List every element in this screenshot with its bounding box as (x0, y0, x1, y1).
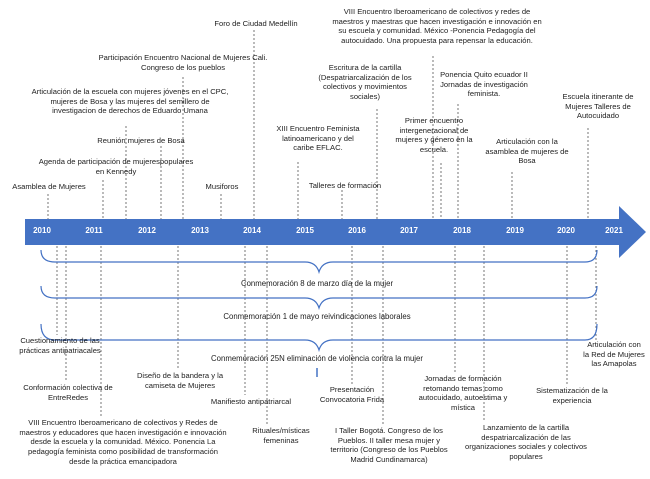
event-red-amapolas: Articulación con la Red de Mujeres las Amapolas (583, 340, 645, 369)
year-label: 2012 (138, 226, 156, 235)
event-ponencia-quito: Ponencia Quito ecuador II Jornadas de investigación feminista. (440, 70, 528, 99)
event-entreredes: Conformación colectiva de EntreRedes (23, 383, 113, 402)
year-label: 2011 (85, 226, 103, 235)
year-label: 2021 (605, 226, 623, 235)
event-encuentro-iberoamericano: VIII Encuentro Iberoamericano de colectivos y Redes de maestros y educadores que hacen investigación e innovación desde la escuela y la comunidad. México. Ponencia La pedagogía feminista como posibilidad de transformación desde la práctica emancipadora (19, 418, 227, 466)
event-escritura-cartilla: Escritura de la cartilla (Despatriarcalización de los colectivos y movimientos sociales) (318, 63, 412, 102)
event-eflac: XIII Encuentro Feminista latinoamericano y del caribe EFLAC. (276, 124, 360, 153)
band-25n: Conmemoración 25N eliminación de violencia contra la mujer (211, 354, 423, 363)
event-taller-bogota: I Taller Bogotá. Congreso de los Pueblos. II taller mesa mujer y territorio (Congreso de los Pueblos Madrid Cundinamarca) (330, 426, 448, 465)
event-encuentro-intergeneracional: Primer encuentro intergeneracional de mujeres y género en la escuela. (395, 116, 473, 155)
band-1-mayo: Conmemoración 1 de mayo reivindicaciones laborales (223, 312, 411, 321)
event-encuentro-cali: Participación Encuentro Nacional de Mujeres Cali. Congreso de los pueblos (98, 53, 268, 72)
event-jornadas-formacion: Jornadas de formación retomando temas como autocuidado, autoestima y mística (418, 374, 508, 413)
event-musiforos: Musiforos (205, 182, 239, 191)
year-label: 2015 (296, 226, 314, 235)
year-label: 2014 (243, 226, 261, 235)
event-rituales: Rituales/místicas femeninas (252, 426, 310, 445)
year-label: 2020 (557, 226, 575, 235)
year-label: 2018 (453, 226, 471, 235)
event-asamblea-mujeres: Asamblea de Mujeres (12, 182, 86, 191)
event-encuentro-mexico: VIII Encuentro Iberoamericano de colectivos y redes de maestros y maestras que hacen investigación e innovación en su escuela y comunidad. México -Ponencia Pedagogía del autocuidado. Una propuesta para repensar la educación. (332, 7, 542, 46)
event-talleres-formacion: Talleres de formación (308, 181, 382, 190)
year-label: 2010 (33, 226, 51, 235)
event-convocatoria-frida: Presentación Convocatoria Frida (319, 385, 385, 404)
event-reunion-bosa: Reunión mujeres de Bosa (97, 136, 185, 145)
event-bandera-camiseta: Diseño de la bandera y la camiseta de Mujeres (136, 371, 224, 390)
timeline-arrow (25, 206, 646, 258)
year-label: 2016 (348, 226, 366, 235)
event-escuela-itinerante: Escuela itinerante de Mujeres Talleres de Autocuidado (562, 92, 634, 121)
event-manifiesto: Manifiesto antipatriarcal (210, 397, 292, 406)
event-articulacion-bosa: Articulación con la asamblea de mujeres de Bosa (485, 137, 569, 166)
year-label: 2013 (191, 226, 209, 235)
event-cuestionamiento: Cuestionamiento de las prácticas antipatriacales (19, 336, 101, 355)
event-sistematizacion: Sistematización de la experiencia (536, 386, 608, 405)
band-8-marzo: Conmemoración 8 de marzo día de la mujer (240, 279, 394, 288)
event-foro-medellin: Foro de Ciudad Medellín (214, 19, 298, 28)
event-lanzamiento-cartilla: Lanzamiento de la cartilla despatriarcalización de las organizaciones sociales y colectivos populares (465, 423, 587, 462)
year-label: 2017 (400, 226, 418, 235)
event-agenda-kennedy: Agenda de participación de mujerespopulares en Kennedy (38, 157, 194, 176)
event-articulacion-cpc: Articulación de la escuela con mujeres jóvenes en el CPC, mujeres de Bosa y las mujeres del semillero de investigacion de derechos de Eduardo Umana (31, 87, 229, 116)
year-label: 2019 (506, 226, 524, 235)
